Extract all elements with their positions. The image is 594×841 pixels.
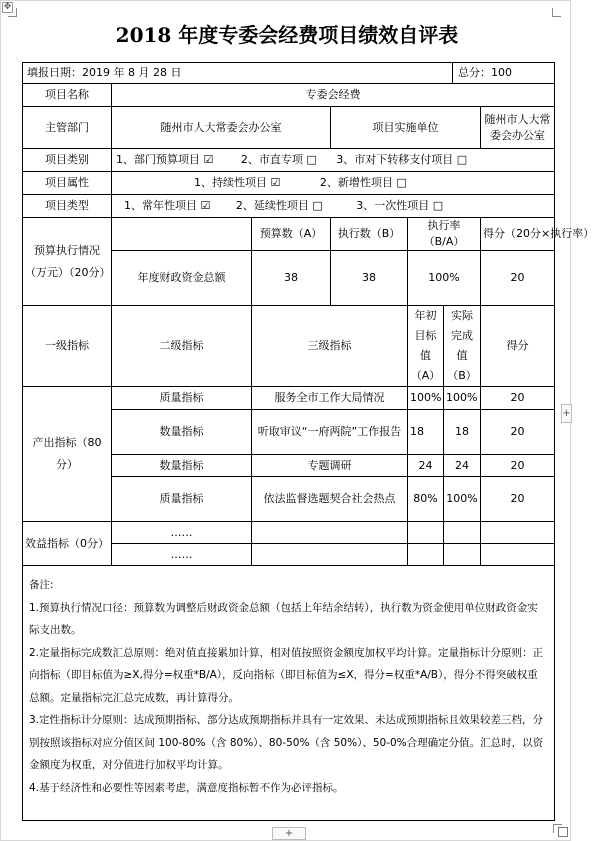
benefit-row[interactable]: ……	[112, 544, 252, 566]
dept-label: 主管部门	[23, 107, 112, 149]
type-label: 项目类型	[23, 195, 112, 218]
budget-header: 预算数（A）	[252, 218, 331, 251]
dept-value[interactable]: 随州市人大常委会办公室	[112, 107, 331, 149]
budget-row-label: 年度财政资金总额	[112, 251, 252, 306]
indicator-header: 年初目标值（A）	[408, 306, 444, 387]
total-score: 总分：100	[458, 66, 512, 79]
attribute-options	[112, 172, 555, 195]
type-options	[112, 195, 555, 218]
attribute-option[interactable]: 1、持续性项目 ☑	[194, 176, 281, 189]
notes-item: 4.基于经济性和必要性等因素考虑，满意度指标暂不作为必评指标。	[29, 781, 344, 794]
table-move-handle-icon[interactable]: ✥	[3, 2, 12, 12]
budget-header: 执行率（B/A）	[408, 218, 481, 251]
output-level2: 数量指标	[112, 455, 252, 477]
project-name-label: 项目名称	[23, 84, 112, 107]
indicator-header: 一级指标	[23, 306, 112, 387]
output-target[interactable]: 80%	[408, 477, 444, 522]
output-actual[interactable]: 18	[444, 410, 481, 455]
indicator-header: 实际完成值（B）	[444, 306, 481, 387]
insert-row-plus-icon[interactable]: +	[272, 827, 306, 840]
type-option[interactable]: 2、延续性项目 □	[235, 199, 323, 212]
form-title: 2018 年度专委会经费项目绩效自评表	[115, 23, 459, 47]
table-resize-handle[interactable]	[558, 827, 568, 837]
output-level2: 数量指标	[112, 410, 252, 455]
indicator-header: 二级指标	[112, 306, 252, 387]
output-actual[interactable]: 100%	[444, 477, 481, 522]
output-score[interactable]: 20	[481, 387, 555, 410]
notes-item: 1.预算执行情况口径：预算数为调整后财政资金总额（包括上年结余结转），执行数为资金使用单位财政资金实际支出数。	[29, 601, 538, 636]
output-level3[interactable]: 服务全市工作大局情况	[252, 387, 408, 410]
budget-value[interactable]: 100%	[408, 251, 481, 306]
budget-value[interactable]: 38	[331, 251, 408, 306]
budget-header: 执行数（B）	[331, 218, 408, 251]
budget-header: 得分（20分×执行率）	[481, 218, 555, 251]
category-label: 项目类别	[23, 149, 112, 172]
category-option[interactable]: 3、市对下转移支付项目 □	[336, 153, 468, 166]
output-target[interactable]: 100%	[408, 387, 444, 410]
indicator-header: 三级指标	[252, 306, 408, 387]
output-score[interactable]: 20	[481, 477, 555, 522]
budget-value[interactable]: 38	[252, 251, 331, 306]
notes-item: 2.定量指标完成数汇总原则：绝对值直接累加计算，相对值按照资金额度加权平均计算。定量指标计分原则：正向指标（即目标值为≥X,得分=权重*B/A），反向指标（即目标值为≤X，得分=权重*A/B），得分不得突破权重总额。定量指标完汇总完成数，再计算得分。	[29, 646, 544, 704]
project-name-value[interactable]: 专委会经费	[112, 84, 555, 107]
category-options	[112, 149, 555, 172]
output-target[interactable]: 18	[408, 410, 444, 455]
notes-item: 3.定性指标计分原则：达成预期指标、部分达成预期指标并具有一定效果、未达成预期指标且效果较差三档，分别按照该指标对应分值区间 100-80%（含 80%）、80-50%（含 50%）、50-0%合理确定分值。汇总时，以资金额度为权重，对分值进行加权平均计算。	[29, 714, 544, 771]
output-target[interactable]: 24	[408, 455, 444, 477]
output-level2: 质量指标	[112, 477, 252, 522]
budget-label: 预算执行情况（万元）（20分）	[23, 218, 112, 306]
impl-unit-value[interactable]: 随州市人大常委会办公室	[481, 107, 555, 149]
category-option[interactable]: 2、市直专项 □	[240, 153, 317, 166]
divider	[452, 63, 453, 84]
margin-corner-mark	[552, 8, 561, 17]
output-score[interactable]: 20	[481, 410, 555, 455]
attribute-label: 项目属性	[23, 172, 112, 195]
header-row	[23, 63, 555, 84]
type-option[interactable]: 3、一次性项目 □	[356, 199, 444, 212]
notes-heading: 备注:	[29, 579, 54, 591]
output-actual[interactable]: 100%	[444, 387, 481, 410]
output-score[interactable]: 20	[481, 455, 555, 477]
impl-unit-label: 项目实施单位	[331, 107, 481, 149]
output-level3[interactable]: 专题调研	[252, 455, 408, 477]
budget-value[interactable]: 20	[481, 251, 555, 306]
output-label: 产出指标（80分）	[23, 387, 112, 522]
indicator-header: 得分	[481, 306, 555, 387]
evaluation-table	[22, 62, 594, 821]
output-level2: 质量指标	[112, 387, 252, 410]
benefit-label: 效益指标（0分）	[23, 522, 112, 566]
output-level3[interactable]: 听取审议“一府两院”工作报告	[252, 410, 408, 455]
fill-date: 填报日期：2019 年 8 月 28 日	[27, 66, 182, 79]
notes-section	[23, 566, 555, 821]
insert-column-plus-icon[interactable]: +	[561, 404, 572, 423]
benefit-row[interactable]: ……	[112, 522, 252, 544]
output-level3[interactable]: 依法监督选题契合社会热点	[252, 477, 408, 522]
type-option[interactable]: 1、常年性项目 ☑	[124, 199, 211, 212]
category-option[interactable]: 1、部门预算项目 ☑	[116, 153, 214, 166]
attribute-option[interactable]: 2、新增性项目 □	[319, 176, 407, 189]
output-actual[interactable]: 24	[444, 455, 481, 477]
